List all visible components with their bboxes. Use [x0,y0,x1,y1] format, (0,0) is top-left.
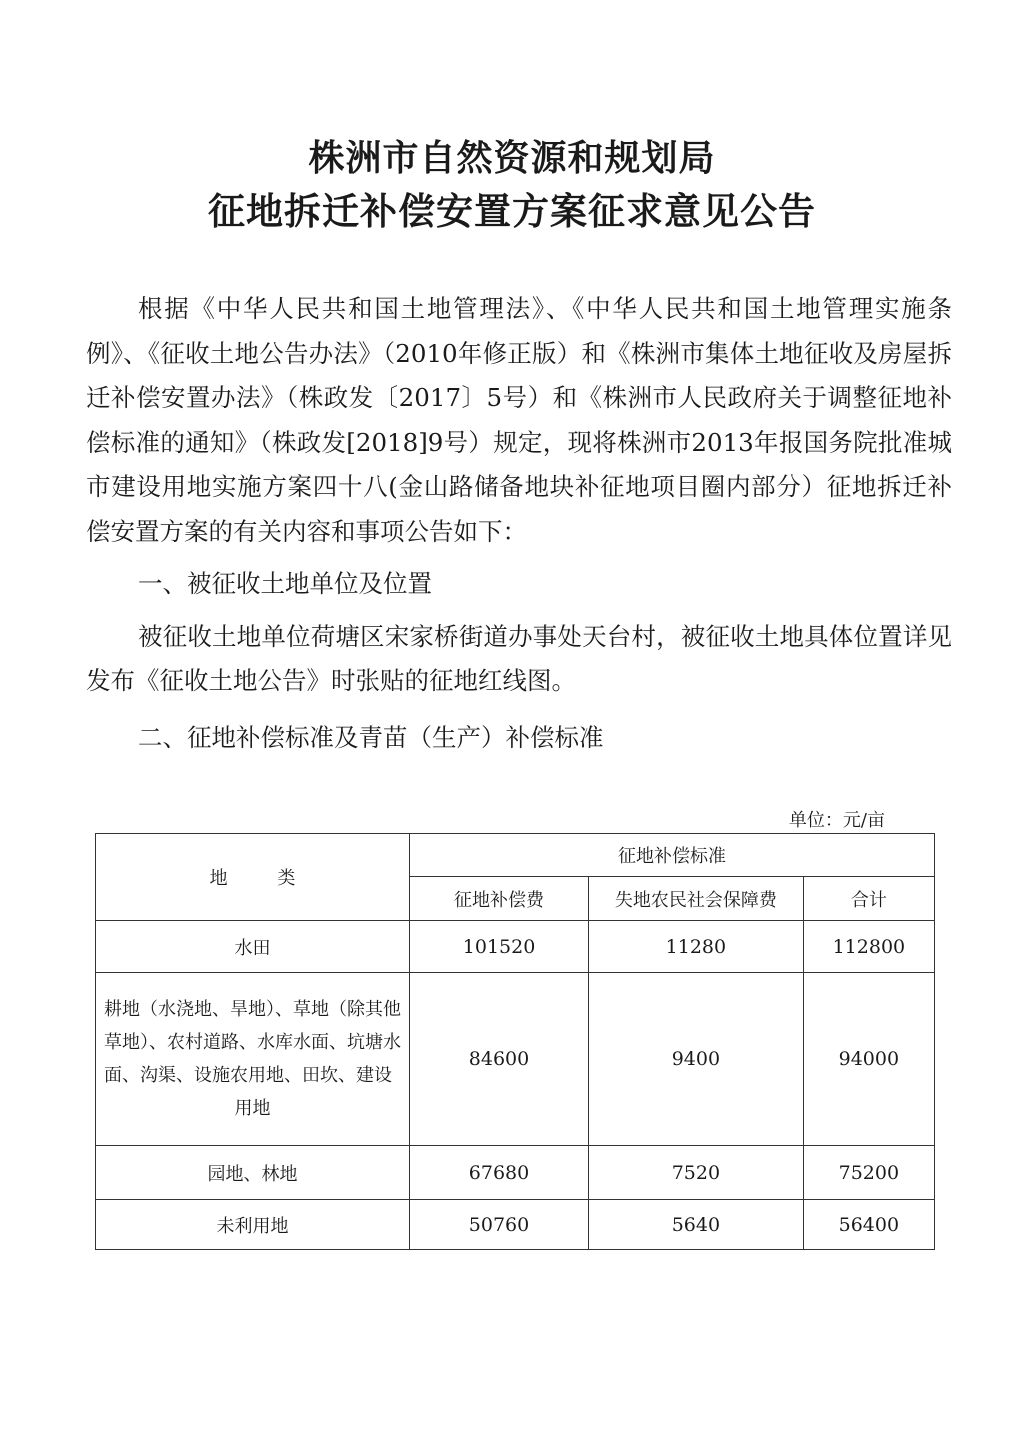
total-cell: 75200 [803,1146,934,1200]
social-security-cell: 11280 [589,921,804,973]
header-total: 合计 [803,877,934,921]
table-row [96,921,935,973]
compensation-cell: 67680 [410,1146,589,1200]
header-compensation: 征地补偿费 [410,877,589,921]
table-row [96,973,935,1146]
unit-label: 单位：元/亩 [788,810,885,831]
social-security-cell: 7520 [589,1146,804,1200]
section2-heading: 二、征地补偿标准及青苗（生产）补偿标准 [138,722,604,752]
social-security-cell: 9400 [589,973,804,1146]
land-type-cell: 未利用地 [96,1200,410,1250]
section1-paragraph: 被征收土地单位荷塘区宋家桥街道办事处天台村，被征收土地具体位置详见发布《征收土地公告》时张贴的征地红线图。 [86,621,952,695]
compensation-cell: 50760 [410,1200,589,1250]
table-header-row [96,834,935,877]
compensation-cell: 84600 [410,973,589,1146]
body-text [86,287,952,760]
compensation-cell: 101520 [410,921,589,973]
title-line-2: 征地拆迁补偿安置方案征求意见公告 [208,190,816,233]
table-row [96,1146,935,1200]
table-row [96,1200,935,1250]
social-security-cell: 5640 [589,1200,804,1250]
land-type-cell: 水田 [96,921,410,973]
section1-heading: 一、被征收土地单位及位置 [138,569,432,598]
total-cell: 56400 [803,1200,934,1250]
compensation-table [95,833,935,1250]
total-cell: 112800 [803,921,934,973]
land-type-cell: 园地、林地 [96,1146,410,1200]
header-land-type: 地 类 [96,834,410,921]
title-line-1: 株洲市自然资源和规划局 [308,138,716,179]
total-cell: 94000 [803,973,934,1146]
land-type-cell: 耕地（水浇地、旱地）、草地（除其他草地）、农村道路、水库水面、坑塘水面、沟渠、设施农用地、田坎、建设用地 [96,973,410,1146]
header-social-security: 失地农民社会保障费 [589,877,804,921]
header-group: 征地补偿标准 [410,834,935,877]
intro-paragraph: 根据《中华人民共和国土地管理法》、《中华人民共和国土地管理实施条例》、《征收土地公告办法》（2010年修正版）和《株洲市集体土地征收及房屋拆迁补偿安置办法》（株政发〔2017〕5号）和《株洲市人民政府关于调整征地补偿标准的通知》（株政发[2018]9号）规定，现将株洲市2013年报国务院批准城市建设用地实施方案四十八(金山路储备地块补征地项目圈内部分）征地拆迁补偿安置方案的有关内容和事项公告如下： [86,294,952,546]
